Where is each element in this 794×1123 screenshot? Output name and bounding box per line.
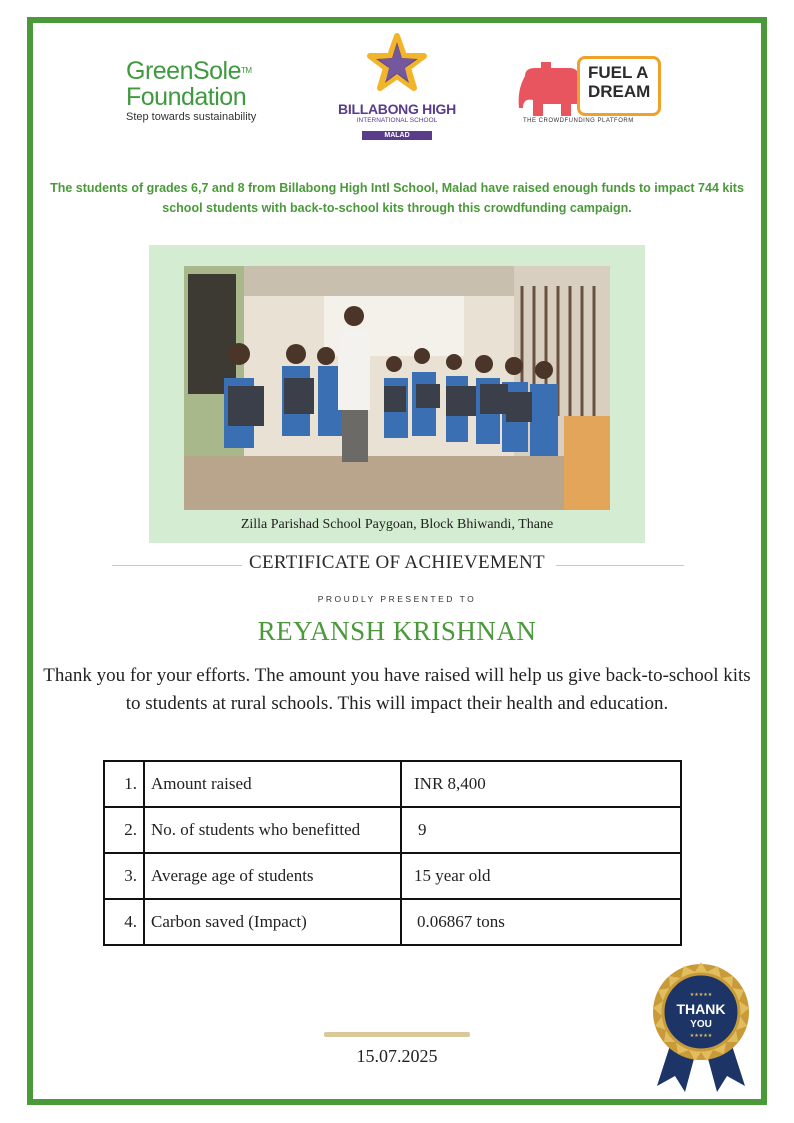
certificate-date: 15.07.2025 [356,1046,438,1066]
thank-you-badge [645,960,757,1092]
row-label: Average age of students [144,853,401,899]
row-label: Amount raised [144,761,401,807]
presented-label: PROUDLY PRESENTED TO [317,594,477,604]
row-number: 1. [104,761,144,807]
campaign-intro: The students of grades 6,7 and 8 from Billabong High Intl School, Malad have raised enough funds to impact 744 kits school students with back-to-school kits through this crowdfunding campaign. [50,181,744,215]
rosette-icon [645,960,757,1092]
fuel-a-dream-logo [515,56,665,151]
table-row [104,807,681,853]
fuel-tagline: THE CROWDFUNDING PLATFORM [523,118,634,124]
table-row [104,899,681,945]
badge-stars-top: ★★★★★ [689,992,713,998]
row-label: No. of students who benefitted [144,807,401,853]
star-icon [366,32,428,94]
row-number: 3. [104,853,144,899]
students-photo [184,266,610,510]
billabong-logo [332,32,462,144]
billabong-name: BILLABONG HIGH [338,101,456,117]
photo-panel [149,245,645,543]
badge-stars-bottom: ★★★★★ [689,1033,713,1039]
greensole-name-1: GreenSole [126,57,242,85]
recipient-name: REYANSH KRISHNAN [257,616,537,646]
signature-rule [324,1032,470,1037]
thank-you-message: Thank you for your efforts. The amount you have raised will help us give back-to-school kits to students at rural schools. This will impact their health and education. [43,665,751,714]
elephant-icon [517,60,581,118]
billabong-campus: MALAD [362,131,431,140]
badge-line-2: YOU [690,1019,712,1030]
row-value: INR 8,400 [401,761,681,807]
table-row [104,761,681,807]
impact-table [103,760,682,946]
fuel-line-1: FUEL A [588,63,649,82]
badge-line-1: THANK [676,1001,726,1017]
photo-caption: Zilla Parishad School Paygoan, Block Bhiwandi, Thane [240,517,554,532]
billabong-sub: INTERNATIONAL SCHOOL [356,117,438,124]
greensole-tm: TM [241,66,252,75]
classroom-photo [184,266,610,510]
logo-bar [0,30,794,145]
row-value: 0.06867 tons [401,899,681,945]
greensole-logo [126,58,276,128]
row-label: Carbon saved (Impact) [144,899,401,945]
row-value: 9 [401,807,681,853]
row-number: 4. [104,899,144,945]
table-row [104,853,681,899]
fuel-line-2: DREAM [588,82,651,101]
certificate-title: CERTIFICATE OF ACHIEVEMENT [243,552,551,573]
row-number: 2. [104,807,144,853]
greensole-tagline: Step towards sustainability [126,111,257,123]
row-value: 15 year old [401,853,681,899]
greensole-name-2: Foundation [126,83,247,111]
